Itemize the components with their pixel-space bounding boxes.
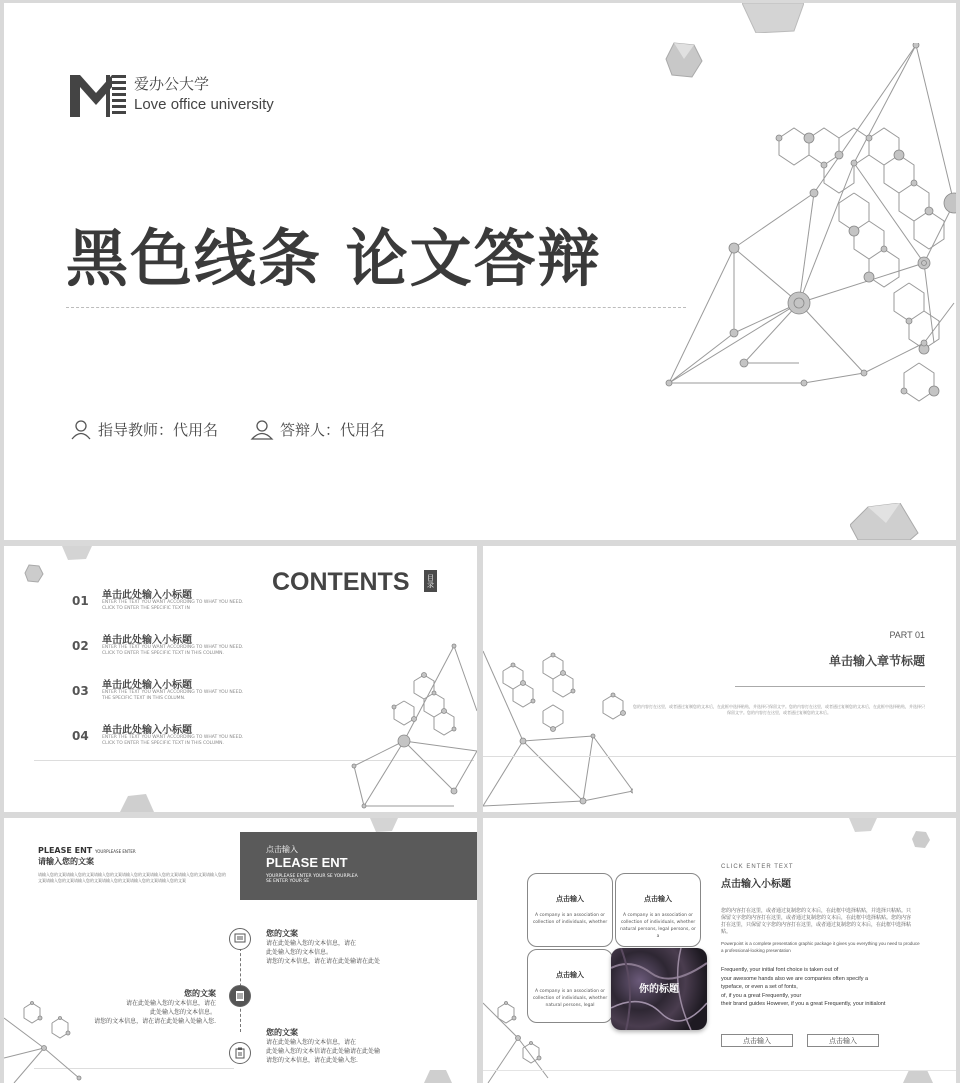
contents-slide[interactable] [4,546,477,812]
section-desc[interactable]: 您的内容打在这里，或者通过复制您的文本后，在此框中选择粘贴，并选择只保留文字。您的内容打在这里，或者通过复制您的文本后，在此框中选择粘贴，并选择只保留文字。您的内容打在这里，或者通过复制您的文本后。 [633,704,925,715]
box-line1: 点击输入 [266,845,298,854]
logo-icon [70,71,126,117]
toc-desc: ENTER THE TEXT YOU WANT ACCORDING TO WHAT YOU NEED. CLICK TO ENTER THE SPECIFIC TEXT IN [102,600,244,611]
divider [483,1070,956,1071]
box-line2: PLEASE ENT [266,855,348,870]
en-body-2[interactable] [721,966,936,1009]
network-graphic [344,641,477,812]
highlight-box[interactable] [240,832,477,900]
gem-decoration [24,564,44,584]
contents-badge: 目录 [424,570,437,592]
logo-text-en: Love office university [134,96,274,113]
block-line: 请您的文本信息，请在请在此处输请在此处 [266,958,381,965]
en-line: their brand guides However, if you a great Frequently, your initialont [721,1001,886,1007]
slide4-body[interactable]: 请输入您的文案请输入您的文案请输入您的文案请输入您的文案请输入您的文案请输入您的文案请输入您的文案请输入您的文案请输入您的文案请输入您的文案请输入您的文案请输入您的文案 [38,872,226,883]
toc-title: 单击此处输入小标题 [102,680,192,691]
chat-icon [229,928,251,950]
box-line3: YOURPLEASE ENTER YOUR SE YOURPLEA [266,874,358,879]
slide5-subtitle[interactable]: 点击输入小标题 [721,879,791,890]
card-desc: A company is an association or collection of individuals, whether natural persons, legal persons, or a [620,913,696,939]
gem-decoration [742,3,804,33]
click-enter-label: CLICK ENTER TEXT [721,864,794,870]
toc-title: 单击此处输入小标题 [102,725,192,736]
gem-decoration [62,546,92,560]
defender-text: 答辩人：代用名 [280,421,386,439]
input-button-2[interactable]: 点击输入 [807,1034,879,1047]
section-slide[interactable] [483,546,956,812]
en-line: your awesome hands also we are companies often specify a [721,975,869,982]
defender-label[interactable] [250,419,385,440]
divider [483,756,956,757]
toc-number: 03 [72,684,89,698]
gem-decoration [424,1070,452,1083]
info-card[interactable] [527,873,613,947]
toc-desc: ENTER THE TEXT YOU WANT ACCORDING TO WHAT YOU NEED. CLICK TO ENTER THE SPECIFIC TEXT IN THIS COLUMN. [102,735,244,746]
block-title: 您的文案 [266,929,298,938]
card-desc: A company is an association or collection of individuals, whether natural persons, legal [532,989,608,1008]
block-title: 您的文案 [184,989,216,998]
en-line: typeface, or even a set of fonts, [721,984,798,990]
advisor-label[interactable] [70,419,218,440]
box-line4: SE ENTER YOUR SE [266,879,310,884]
section-title[interactable]: 单击输入章节标题 [828,654,925,668]
block-title: 您的文案 [266,1028,298,1037]
card-title: 点击输入 [644,895,672,903]
text-block[interactable] [266,1027,380,1065]
network-graphic [4,998,84,1083]
toc-desc: ENTER THE TEXT YOU WANT ACCORDING TO WHAT YOU NEED. CLICK TO ENTER THE SPECIFIC TEXT IN THIS COLUMN. [102,645,244,656]
block-line: 此处输入您的文本信息。 [149,1009,216,1016]
gem-decoration [120,794,154,812]
block-line: 请在此处输入您的文本信息，请在 [125,1000,216,1007]
photo-label: 你的标题 [639,984,679,995]
block-line: 请您的文本信息，请在请在此处输入处输入您. [94,1018,216,1025]
en-body-1[interactable]: Powerpoint is a complete presentation graphic package it gives you everything you need to produce a professional-looking presentation [721,941,920,953]
block-line: 此处输入您的文本信息。 [266,949,333,956]
card-desc: A company is an association or collection of individuals, whether [532,913,608,925]
logo-text-cn: 爱办公大学 [134,75,210,93]
section-divider [735,686,925,687]
block-line: 此处输入您的文本信请在此处输请在此处输 [266,1048,381,1055]
person-icon [250,420,274,440]
toc-number: 01 [72,594,89,608]
photo-tile[interactable] [611,948,707,1030]
gem-decoration [849,818,877,832]
content-slide-4[interactable] [4,818,477,1083]
input-button-1[interactable]: 点击输入 [721,1034,793,1047]
text-block[interactable] [266,928,380,966]
toc-title: 单击此处输入小标题 [102,635,192,646]
toc-title: 单击此处输入小标题 [102,590,192,601]
person-icon [70,420,92,440]
page-title[interactable]: 黑色线条 论文答辩 [66,222,602,295]
clipboard-icon [229,1042,251,1064]
block-line: 请在此处输入您的文本信息，请在 [266,940,357,947]
en-line: of, if you a great Frequently, your [721,992,802,999]
network-graphic [654,43,956,423]
please-ent-heading [38,846,136,855]
toc-number: 02 [72,639,89,653]
title-divider [66,307,686,308]
slide4-subtitle: 请输入您的文案 [38,857,94,866]
card-title: 点击输入 [556,895,584,903]
toc-desc: ENTER THE TEXT YOU WANT ACCORDING TO WHAT YOU NEED. THE SPECIFIC TEXT IN THIS COLUMN. [102,690,244,701]
cover-slide[interactable] [4,3,956,540]
network-graphic [483,641,633,812]
gem-decoration [903,1070,933,1083]
content-slide-5[interactable] [483,818,956,1083]
contents-heading[interactable]: CONTENTS [272,568,410,596]
gem-decoration [370,818,398,832]
text-block[interactable] [64,988,216,1026]
gem-decoration [911,830,931,850]
cn-body[interactable]: 您的内容打在这里，或者通过复制您的文本后，在此框中选择粘贴，并选择只粘贴。只保留文字您的内容打在这里，或者通过复制您的文本后，在此框中选择粘贴。您的内容打在这里，只保留文字您的内容打在这里，或者通过复制您的文本后，在此框中选择粘贴。 [721,908,912,935]
please-ent-text: PLEASE ENT [38,846,93,855]
block-line: 请在此处输入您的文本信息，请在 [266,1039,357,1046]
card-title: 点击输入 [556,971,584,979]
block-line: 请您的文本信息，请在此处输入您. [266,1057,358,1064]
gem-decoration [850,503,920,540]
info-card[interactable] [615,873,701,947]
advisor-text: 指导教师：代用名 [98,421,219,439]
document-icon [229,985,251,1007]
toc-number: 04 [72,729,89,743]
part-label: PART 01 [889,630,925,640]
please-ent-small: YOURPLEASE ENTER [95,849,136,854]
en-line: Frequently, your initial font choice is taken out of [721,967,839,973]
